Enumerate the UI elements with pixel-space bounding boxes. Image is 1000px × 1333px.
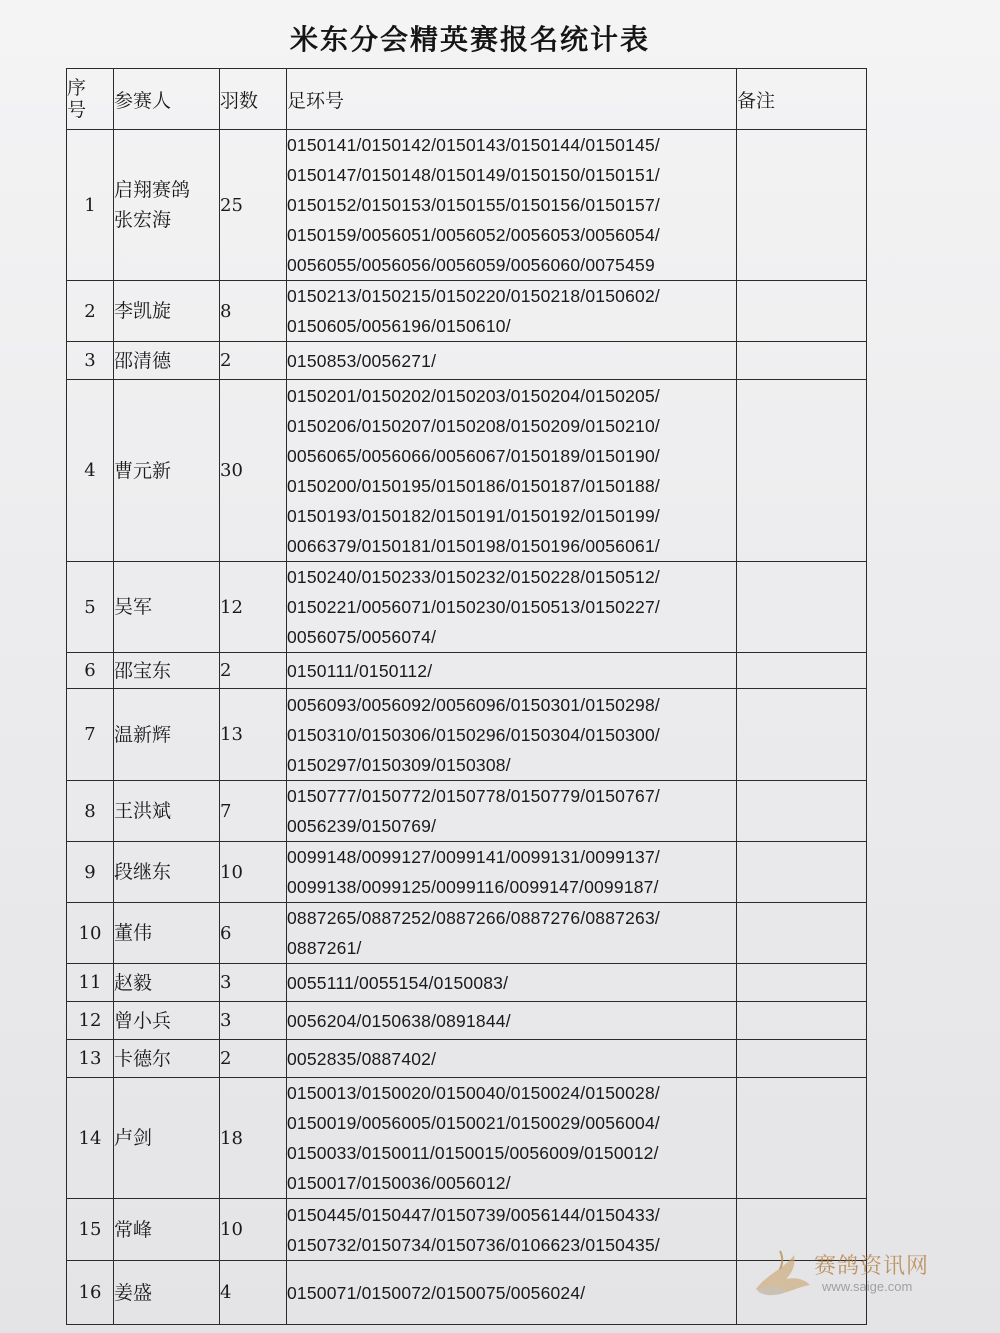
serial-no-cell: 11 <box>67 964 114 1002</box>
ring-numbers-cell: 0150853/0056271/ <box>287 342 737 380</box>
participant-cell: 常峰 <box>114 1199 220 1261</box>
header-ring-numbers: 足环号 <box>287 69 737 130</box>
bird-count-cell: 3 <box>220 964 287 1002</box>
participant-cell: 邵宝东 <box>114 653 220 689</box>
serial-no-cell: 2 <box>67 281 114 342</box>
serial-no-cell: 14 <box>67 1078 114 1199</box>
participant-cell: 曹元新 <box>114 380 220 562</box>
remarks-cell <box>737 562 867 653</box>
participant-cell: 王洪斌 <box>114 781 220 842</box>
ring-numbers-cell: 0150240/0150233/0150232/0150228/0150512/ 0150221/0056071/0150230/0150513/0150227/ 0056075/0056074/ <box>287 562 737 653</box>
table-row <box>67 1199 867 1261</box>
table-header-row <box>67 69 867 130</box>
remarks-cell <box>737 689 867 781</box>
serial-no-cell: 6 <box>67 653 114 689</box>
bird-count-cell: 30 <box>220 380 287 562</box>
ring-numbers-cell: 0150201/0150202/0150203/0150204/0150205/ 0150206/0150207/0150208/0150209/0150210/ 0056065/0056066/0056067/0150189/0150190/ 0150200/0150195/0150186/0150187/0150188/ 0150193/0150182/0150191/0150192/0150199/ 0066379/0150181/0150198/0150196/0056061/ <box>287 380 737 562</box>
table-row <box>67 1078 867 1199</box>
participant-cell: 李凯旋 <box>114 281 220 342</box>
table-row <box>67 842 867 903</box>
table-row <box>67 653 867 689</box>
document-title: 米东分会精英赛报名统计表 <box>289 23 650 56</box>
bird-count-cell: 18 <box>220 1078 287 1199</box>
serial-no-cell: 7 <box>67 689 114 781</box>
table-row <box>67 562 867 653</box>
serial-no-cell: 16 <box>67 1261 114 1325</box>
bird-count-cell: 6 <box>220 903 287 964</box>
ring-numbers-cell: 0150141/0150142/0150143/0150144/0150145/ 0150147/0150148/0150149/0150150/0150151/ 0150152/0150153/0150155/0150156/0150157/ 0150159/0056051/0056052/0056053/0056054/ 0056055/0056056/0056059/0056060/0075459 <box>287 130 737 281</box>
remarks-cell <box>737 1040 867 1078</box>
table-row <box>67 689 867 781</box>
remarks-cell <box>737 653 867 689</box>
table-row <box>67 1040 867 1078</box>
remarks-cell <box>737 964 867 1002</box>
participant-cell: 启翔赛鸽 张宏海 <box>114 130 220 281</box>
watermark <box>750 1243 960 1305</box>
ring-numbers-cell: 0055111/0055154/0150083/ <box>287 964 737 1002</box>
remarks-cell <box>737 281 867 342</box>
bird-count-cell: 2 <box>220 342 287 380</box>
ring-numbers-cell: 0052835/0887402/ <box>287 1040 737 1078</box>
participant-cell: 吴军 <box>114 562 220 653</box>
registration-table <box>66 68 867 1325</box>
watermark-text: 赛鸽资讯网 <box>814 1254 930 1279</box>
serial-no-cell: 13 <box>67 1040 114 1078</box>
remarks-cell <box>737 842 867 903</box>
participant-cell: 曾小兵 <box>114 1002 220 1040</box>
remarks-cell <box>737 781 867 842</box>
table-row <box>67 964 867 1002</box>
ring-numbers-cell: 0056204/0150638/0891844/ <box>287 1002 737 1040</box>
header-bird-count: 羽数 <box>220 69 287 130</box>
remarks-cell <box>737 1002 867 1040</box>
remarks-cell <box>737 342 867 380</box>
bird-count-cell: 25 <box>220 130 287 281</box>
table-row <box>67 781 867 842</box>
participant-cell: 姜盛 <box>114 1261 220 1325</box>
remarks-cell <box>737 1078 867 1199</box>
serial-no-cell: 9 <box>67 842 114 903</box>
remarks-cell <box>737 380 867 562</box>
participant-cell: 卢剑 <box>114 1078 220 1199</box>
bird-count-cell: 2 <box>220 1040 287 1078</box>
participant-cell: 邵清德 <box>114 342 220 380</box>
participant-cell: 温新辉 <box>114 689 220 781</box>
ring-numbers-cell: 0099148/0099127/0099141/0099131/0099137/ 0099138/0099125/0099116/0099147/0099187/ <box>287 842 737 903</box>
table-row <box>67 342 867 380</box>
ring-numbers-cell: 0150013/0150020/0150040/0150024/0150028/ 0150019/0056005/0150021/0150029/0056004/ 0150033/0150011/0150015/0056009/0150012/ 0150017/0150036/0056012/ <box>287 1078 737 1199</box>
pigeon-logo-icon <box>750 1243 814 1303</box>
ring-numbers-cell: 0887265/0887252/0887266/0887276/0887263/ 0887261/ <box>287 903 737 964</box>
bird-count-cell: 7 <box>220 781 287 842</box>
serial-no-cell: 1 <box>67 130 114 281</box>
table-row <box>67 1261 867 1325</box>
table-row <box>67 281 867 342</box>
remarks-cell <box>737 130 867 281</box>
serial-no-cell: 10 <box>67 903 114 964</box>
participant-cell: 段继东 <box>114 842 220 903</box>
ring-numbers-cell: 0056093/0056092/0056096/0150301/0150298/ 0150310/0150306/0150296/0150304/0150300/ 0150297/0150309/0150308/ <box>287 689 737 781</box>
participant-cell: 卡德尔 <box>114 1040 220 1078</box>
participant-cell: 董伟 <box>114 903 220 964</box>
header-remarks: 备注 <box>737 69 867 130</box>
table-row <box>67 903 867 964</box>
header-participant: 参赛人 <box>114 69 220 130</box>
table-row <box>67 130 867 281</box>
bird-count-cell: 13 <box>220 689 287 781</box>
ring-numbers-cell: 0150213/0150215/0150220/0150218/0150602/ 0150605/0056196/0150610/ <box>287 281 737 342</box>
bird-count-cell: 4 <box>220 1261 287 1325</box>
serial-no-cell: 12 <box>67 1002 114 1040</box>
ring-numbers-cell: 0150071/0150072/0150075/0056024/ <box>287 1261 737 1325</box>
bird-count-cell: 10 <box>220 1199 287 1261</box>
table-row <box>67 380 867 562</box>
ring-numbers-cell: 0150111/0150112/ <box>287 653 737 689</box>
serial-no-cell: 3 <box>67 342 114 380</box>
serial-no-cell: 8 <box>67 781 114 842</box>
ring-numbers-cell: 0150445/0150447/0150739/0056144/0150433/ 0150732/0150734/0150736/0106623/0150435/ <box>287 1199 737 1261</box>
participant-cell: 赵毅 <box>114 964 220 1002</box>
bird-count-cell: 2 <box>220 653 287 689</box>
watermark-url: www.saige.com <box>822 1279 913 1294</box>
serial-no-cell: 4 <box>67 380 114 562</box>
bird-count-cell: 10 <box>220 842 287 903</box>
remarks-cell <box>737 903 867 964</box>
table-row <box>67 1002 867 1040</box>
serial-no-cell: 15 <box>67 1199 114 1261</box>
bird-count-cell: 3 <box>220 1002 287 1040</box>
bird-count-cell: 12 <box>220 562 287 653</box>
ring-numbers-cell: 0150777/0150772/0150778/0150779/0150767/ 0056239/0150769/ <box>287 781 737 842</box>
header-serial-no: 序 号 <box>67 69 114 130</box>
serial-no-cell: 5 <box>67 562 114 653</box>
bird-count-cell: 8 <box>220 281 287 342</box>
table-body <box>67 130 867 1325</box>
